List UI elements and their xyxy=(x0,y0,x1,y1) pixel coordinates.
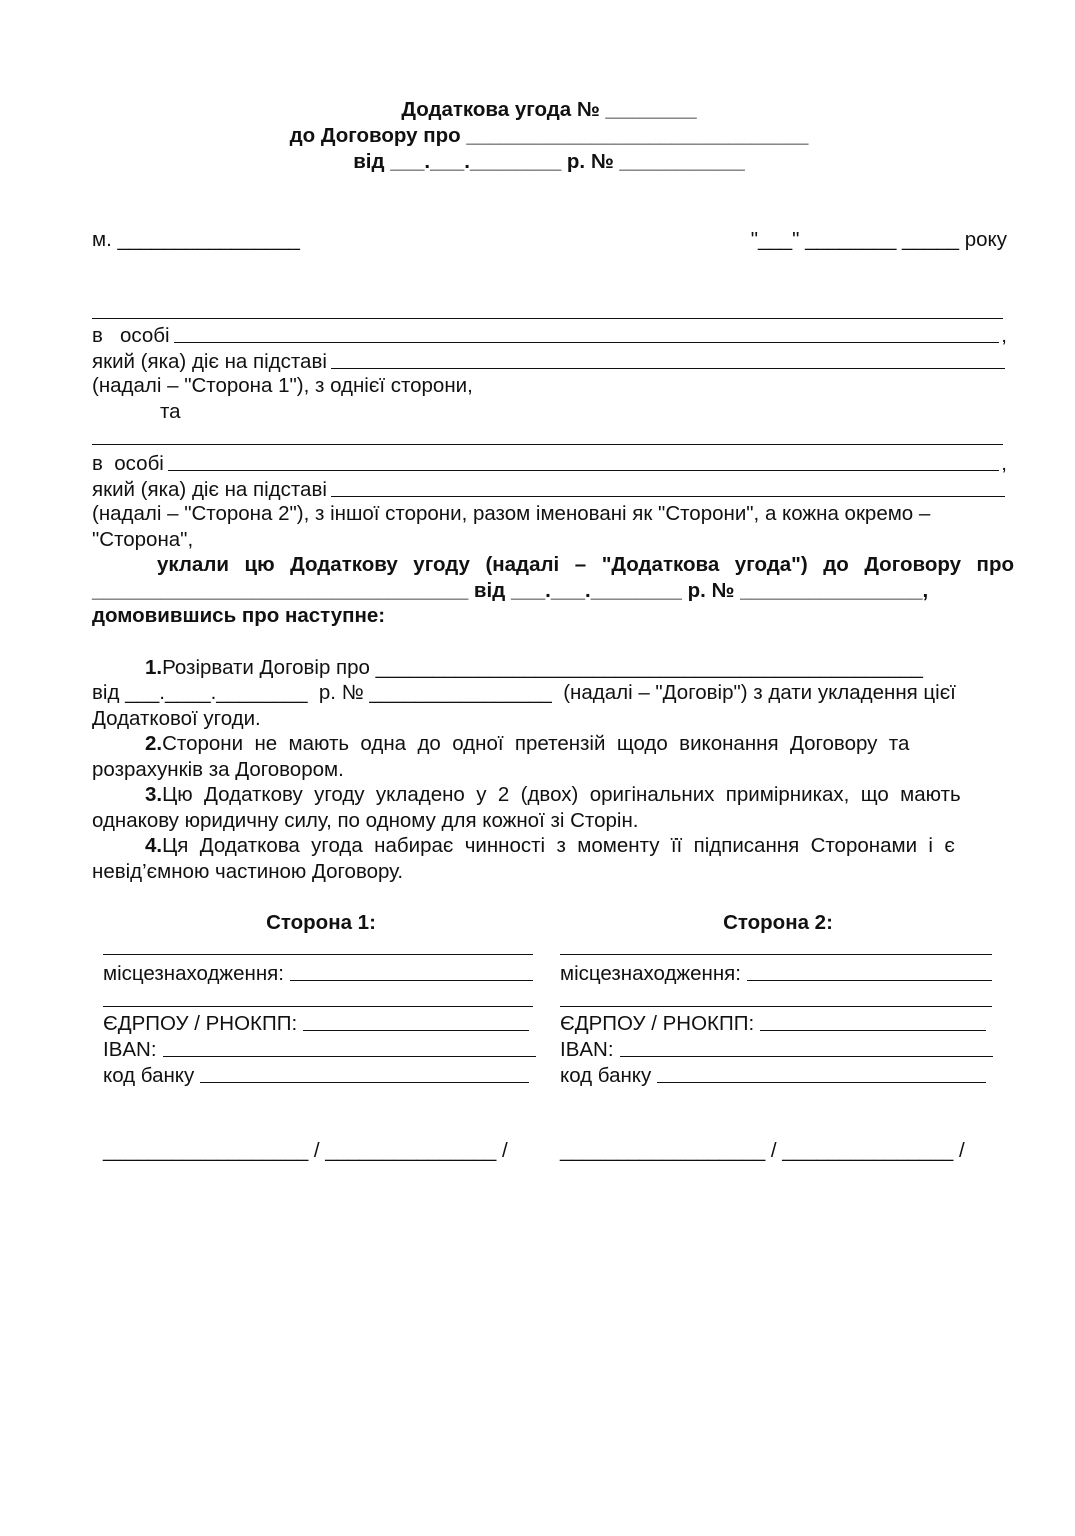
party2-in-person-row xyxy=(92,450,1007,476)
side1-location-line xyxy=(290,980,533,981)
clause-3-number: 3. xyxy=(145,783,163,806)
title-line-2: до Договору про ______________________________ xyxy=(289,124,809,147)
party1-in-person-comma: , xyxy=(1001,323,1007,347)
party2-acts-row xyxy=(92,476,1007,502)
party2-acts-line xyxy=(331,496,1005,497)
clause-2-number: 2. xyxy=(145,732,163,755)
side2-location-line-2 xyxy=(560,1006,992,1007)
clause-4-number: 4. xyxy=(145,834,163,857)
party2-hereinafter-2: "Сторона", xyxy=(92,528,194,551)
side1-signature-line: __________________ / _______________ / xyxy=(103,1139,508,1162)
party2-acts-label: який (яка) діє на підставі xyxy=(92,477,327,501)
party1-name-line xyxy=(92,318,1003,319)
preamble-line-2: _________________________________ від ___.___.________ р. № ________________, xyxy=(92,579,929,602)
side1-location-line-2 xyxy=(103,1006,533,1007)
side1-iban-label: IBAN: xyxy=(103,1037,157,1061)
side1-iban-line xyxy=(163,1056,536,1057)
clause-4-text-2: невід’ємною частиною Договору. xyxy=(92,860,404,883)
city-field: м. ________________ xyxy=(92,228,300,251)
side1-bank-label: код банку xyxy=(103,1063,195,1087)
side2-heading: Сторона 2: xyxy=(723,911,833,934)
side2-signature-line: __________________ / _______________ / xyxy=(560,1139,965,1162)
party2-in-person-label: в особі xyxy=(92,451,164,475)
clause-1-number: 1. xyxy=(145,656,163,679)
side2-location-label: місцезнаходження: xyxy=(560,961,741,985)
party2-name-line xyxy=(92,444,1003,445)
side1-heading: Сторона 1: xyxy=(266,911,376,934)
clause-3-text-1: Цю Додаткову угоду укладено у 2 (двох) оригінальних примірниках, що мають xyxy=(162,783,961,806)
side2-iban-label: IBAN: xyxy=(560,1037,614,1061)
side2-location-row xyxy=(560,960,992,986)
party1-hereinafter: (надалі – "Сторона 1"), з однієї сторони, xyxy=(92,374,473,397)
side2-bank-row xyxy=(560,1062,986,1088)
date-field: "___" ________ _____ року xyxy=(750,228,1007,251)
clause-1-text-1: Розірвати Договір про ________________________________________________ xyxy=(162,656,923,679)
title-line-1: Додаткова угода № ________ xyxy=(401,98,697,121)
side1-iban-row xyxy=(103,1036,536,1062)
side2-iban-row xyxy=(560,1036,993,1062)
party1-acts-line xyxy=(331,368,1005,369)
party1-in-person-label: в особі xyxy=(92,323,170,347)
party1-acts-row xyxy=(92,348,1007,374)
clause-1-first-line xyxy=(145,655,923,681)
side1-edrpou-label: ЄДРПОУ / РНОКПП: xyxy=(103,1011,298,1035)
side1-bank-row xyxy=(103,1062,529,1088)
clause-2-first-line xyxy=(145,731,909,757)
side2-edrpou-row xyxy=(560,1010,986,1036)
party2-in-person-comma: , xyxy=(1001,451,1007,475)
clause-1-text-3: Додаткової угоди. xyxy=(92,707,261,730)
and-label: та xyxy=(160,400,181,423)
side1-bank-line xyxy=(200,1082,529,1083)
side1-location-label: місцезнаходження: xyxy=(103,961,284,985)
side2-edrpou-label: ЄДРПОУ / РНОКПП: xyxy=(560,1011,755,1035)
side2-edrpou-line xyxy=(760,1030,986,1031)
preamble-line-3: домовившись про наступне: xyxy=(92,604,386,627)
preamble-line-1: уклали цю Додаткову угоду (надалі – "Додаткова угода") до Договору про xyxy=(157,553,1014,576)
side1-edrpou-line xyxy=(303,1030,529,1031)
side2-bank-label: код банку xyxy=(560,1063,652,1087)
side1-name-line xyxy=(103,954,533,955)
party1-acts-label: який (яка) діє на підставі xyxy=(92,349,327,373)
party2-in-person-line xyxy=(168,470,999,471)
side1-edrpou-row xyxy=(103,1010,529,1036)
party1-in-person-line xyxy=(174,342,1000,343)
party2-hereinafter: (надалі – "Сторона 2"), з іншої сторони, разом іменовані як "Сторони", а кожна окремо – xyxy=(92,502,931,525)
clause-2-text-1: Сторони не мають одна до одної претензій щодо виконання Договору та xyxy=(162,732,910,755)
party1-in-person-row xyxy=(92,322,1007,348)
side2-bank-line xyxy=(657,1082,986,1083)
clause-1-text-2: від ___.____.________ р. № ________________ (надалі – "Договір") з дати укладення цієї xyxy=(92,681,956,704)
side2-iban-line xyxy=(620,1056,993,1057)
clause-4-first-line xyxy=(145,833,955,859)
side1-location-row xyxy=(103,960,533,986)
clause-2-text-2: розрахунків за Договором. xyxy=(92,758,344,781)
side2-name-line xyxy=(560,954,992,955)
clause-4-text-1: Ця Додаткова угода набирає чинності з моменту її підписання Сторонами і є xyxy=(162,834,955,857)
clause-3-text-2: однакову юридичну силу, по одному для кожної зі Сторін. xyxy=(92,809,639,832)
side2-location-line xyxy=(747,980,992,981)
clause-3-first-line xyxy=(145,782,961,808)
title-line-3: від ___.___.________ р. № ___________ xyxy=(353,150,745,173)
